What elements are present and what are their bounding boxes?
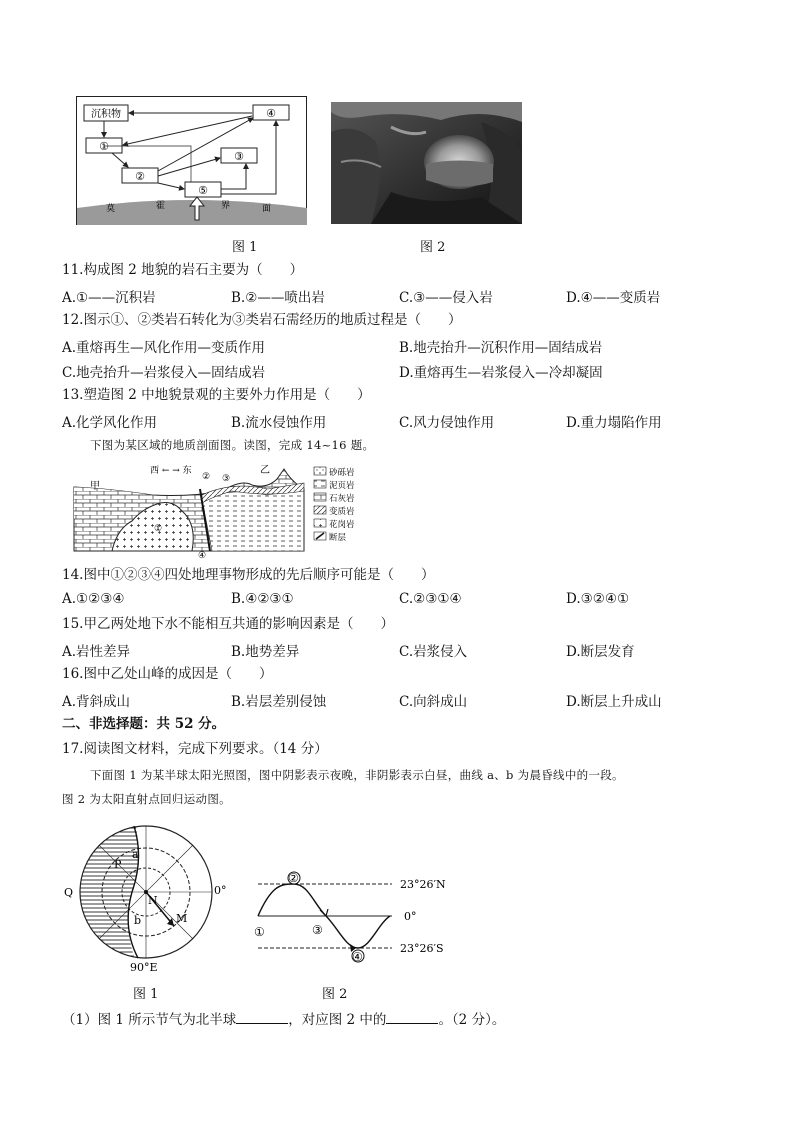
question-12-stem: 12.图示①、②类岩石转化为③类岩石需经历的地质过程是（ ） — [62, 312, 462, 328]
label-fig2-1: ① — [254, 925, 265, 939]
sub1-text-b: ，对应图 2 中的 — [288, 1012, 387, 1028]
label-c4: ④ — [198, 551, 207, 559]
question-12-option-d: D.重熔再生—岩浆侵入—冷却凝固 — [399, 365, 603, 381]
label-yi: 乙 — [260, 465, 270, 476]
label-fig2-2: ② — [288, 871, 299, 885]
legend-fault: 断层 — [329, 533, 347, 543]
box-3: ③ — [234, 150, 244, 163]
label-M: M — [176, 912, 188, 925]
boundary-char-4: 面 — [262, 204, 272, 214]
question-12-option-c: C.地壳抬升—岩浆侵入—固结成岩 — [62, 365, 266, 381]
question-13-option-b: B.流水侵蚀作用 — [231, 415, 327, 431]
label-c3: ③ — [222, 474, 231, 484]
question-13-option-c: C.风力侵蚀作用 — [399, 415, 495, 431]
figure-1-caption: 图 1 — [232, 240, 258, 255]
question-11-option-d: D.④——变质岩 — [566, 290, 661, 306]
legend-granite: 花岗岩 — [329, 520, 355, 530]
label-P: P — [114, 858, 122, 871]
direction-label: 西 ← → 东 — [150, 466, 192, 476]
box-5: ⑤ — [198, 184, 208, 197]
label-a: a — [132, 848, 139, 861]
question-15-stem: 15.甲乙两处地下水不能相互共通的影响因素是（ ） — [62, 616, 394, 632]
question-11-option-a: A.①——沉积岩 — [62, 290, 156, 306]
sunlight-illumination-diagram — [62, 818, 242, 973]
question-16-option-d: D.断层上升成山 — [566, 694, 662, 710]
question-12-option-a: A.重熔再生—风化作用—变质作用 — [62, 340, 266, 356]
question-17-intro-2: 图 2 为太阳直射点回归运动图。 — [62, 792, 231, 806]
label-lon-90E: 90°E — [130, 961, 158, 973]
sub1-text-a: （1）图 1 所示节气为北半球 — [62, 1012, 237, 1028]
question-17-stem: 17.阅读图文材料，完成下列要求。（14 分） — [62, 741, 328, 757]
box-4: ④ — [266, 107, 276, 120]
question-14-option-a: A.①②③④ — [62, 591, 125, 607]
question-15-option-b: B.地势差异 — [231, 644, 300, 660]
question-14-option-d: D.③②④① — [566, 591, 630, 607]
sediment-label: 沉积物 — [91, 109, 121, 120]
question-14-stem: 14.图中①②③④四处地理事物形成的先后顺序可能是（ ） — [62, 567, 435, 583]
intro-14-16: 下图为某区域的地质剖面图。读图，完成 14~16 题。 — [90, 438, 375, 452]
question-16-stem: 16.图中乙处山峰的成因是（ ） — [62, 666, 273, 682]
boundary-char-2: 霍 — [156, 201, 166, 211]
label-tropic-south: 23°26′S — [400, 942, 444, 955]
question-17-sub-1 — [62, 1010, 505, 1029]
sub1-text-c: 。（2 分）。 — [438, 1012, 506, 1028]
label-lon-0: 0° — [214, 884, 227, 897]
label-tropic-north: 23°26′N — [400, 878, 446, 891]
question-15-option-c: C.岩浆侵入 — [399, 644, 468, 660]
question-12-option-b: B.地壳抬升—沉积作用—固结成岩 — [399, 340, 603, 356]
legend-metamorphic: 变质岩 — [329, 507, 355, 517]
answer-blank-1[interactable] — [236, 1010, 288, 1024]
boundary-char-1: 莫 — [106, 204, 116, 214]
label-jia: 甲 — [90, 481, 100, 492]
rock-arch-photo — [331, 102, 522, 224]
question-15-option-d: D.断层发育 — [566, 644, 635, 660]
label-fig2-4: ④ — [352, 950, 363, 964]
box-2: ② — [135, 170, 145, 183]
figure-2-caption: 图 2 — [420, 240, 446, 255]
label-c1: ① — [154, 524, 163, 534]
question-14-option-c: C.②③①④ — [399, 591, 462, 607]
question-14-option-b: B.④②③① — [231, 591, 294, 607]
legend-limestone: 石灰岩 — [329, 494, 355, 504]
subsolar-point-migration-diagram — [252, 864, 452, 974]
question-13-option-d: D.重力塌陷作用 — [566, 415, 662, 431]
question-16-option-a: A.背斜成山 — [62, 694, 131, 710]
question-17-intro-1: 下面图 1 为某半球太阳光照图，图中阴影表示夜晚，非阴影表示白昼，曲线 a、b 为晨昏线中的一段。 — [90, 768, 624, 782]
question-16-option-c: C.向斜成山 — [399, 694, 468, 710]
section-2-heading: 二、非选择题：共 52 分。 — [62, 716, 226, 732]
question-11-option-b: B.②——喷出岩 — [231, 290, 325, 306]
label-fig2-3: ③ — [312, 923, 323, 937]
label-b: b — [134, 914, 142, 927]
question-13-option-a: A.化学风化作用 — [62, 415, 158, 431]
question-13-stem: 13.塑造图 2 中地貌景观的主要外力作用是（ ） — [62, 387, 371, 403]
legend-shale: 泥页岩 — [329, 481, 355, 491]
question-11-stem: 11.构成图 2 地貌的岩石主要为（ ） — [62, 262, 304, 278]
profile-legend — [314, 467, 355, 543]
answer-blank-2[interactable] — [386, 1010, 438, 1024]
q17-figure-2-caption: 图 2 — [322, 987, 348, 1002]
q17-figure-1-caption: 图 1 — [133, 987, 159, 1002]
label-c2: ② — [202, 472, 211, 482]
label-N: N — [148, 894, 158, 907]
label-equator: 0° — [404, 910, 417, 923]
box-1: ① — [99, 140, 109, 153]
question-11-option-c: C.③——侵入岩 — [399, 290, 493, 306]
question-15-option-a: A.岩性差异 — [62, 644, 131, 660]
legend-sandstone: 砂砾岩 — [329, 468, 355, 478]
label-Q: Q — [64, 886, 74, 899]
boundary-char-3: 界 — [221, 201, 231, 211]
question-16-option-b: B.岩层差别侵蚀 — [231, 694, 327, 710]
rock-cycle-diagram — [76, 96, 308, 226]
geologic-profile-diagram — [72, 459, 372, 559]
